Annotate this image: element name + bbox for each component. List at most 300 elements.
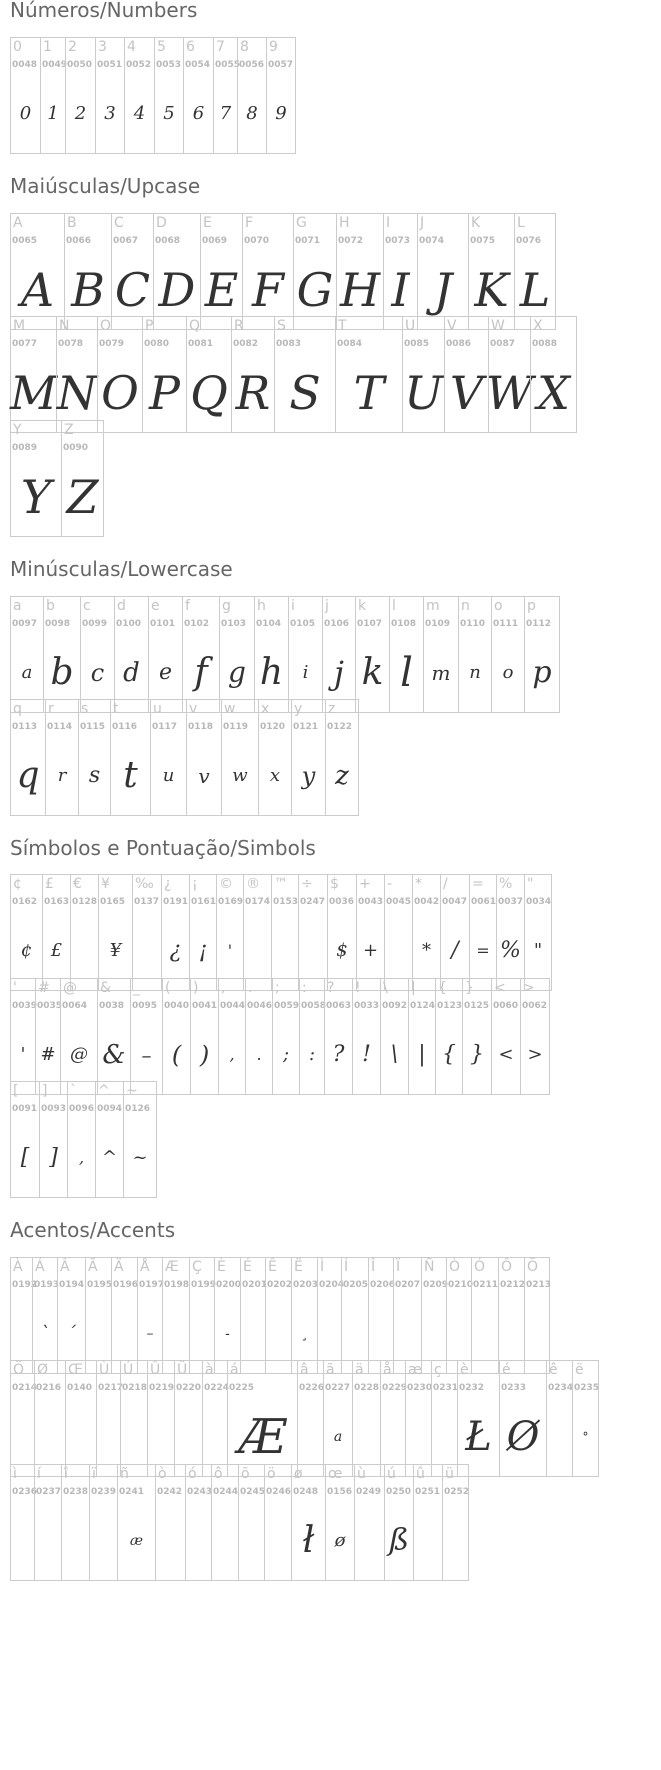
glyph-cell-0067 bbox=[111, 213, 154, 330]
glyph-sample: n bbox=[469, 662, 481, 683]
glyph-cell-0246 bbox=[264, 1464, 292, 1581]
glyph-row bbox=[10, 874, 551, 991]
glyph-cell-0047 bbox=[440, 874, 470, 991]
character-code: 0200 bbox=[216, 1280, 242, 1290]
glyph-cell-0055 bbox=[213, 37, 241, 154]
character-code: 0044 bbox=[220, 1001, 246, 1011]
glyph-cell-0050 bbox=[65, 37, 96, 154]
glyph-cell-0191 bbox=[161, 874, 190, 991]
glyph-cell-0169 bbox=[216, 874, 244, 991]
glyph-cell-0238 bbox=[61, 1464, 90, 1581]
character-label: ç bbox=[434, 1362, 442, 1378]
character-code: 0085 bbox=[404, 339, 430, 349]
character-label: Ó bbox=[474, 1259, 486, 1275]
character-code: 0123 bbox=[437, 1001, 463, 1011]
character-code: 0084 bbox=[337, 339, 363, 349]
character-label: L bbox=[517, 215, 525, 231]
character-code: 0035 bbox=[37, 1001, 63, 1011]
character-label: e bbox=[151, 598, 160, 614]
character-label: 2 bbox=[68, 39, 77, 55]
character-code: 0049 bbox=[42, 60, 68, 70]
character-code: 0098 bbox=[45, 619, 71, 629]
character-code: 0199 bbox=[191, 1280, 217, 1290]
character-code: 0097 bbox=[12, 619, 38, 629]
glyph-sample: " bbox=[533, 940, 543, 961]
character-code: 0122 bbox=[327, 722, 353, 732]
character-label: _ bbox=[133, 980, 140, 996]
glyph-cell-0037 bbox=[496, 874, 525, 991]
character-label: Æ bbox=[165, 1259, 179, 1275]
glyph-sample: 4 bbox=[133, 103, 146, 124]
character-label: £ bbox=[45, 876, 54, 892]
character-code: 0248 bbox=[293, 1487, 319, 1497]
glyph-cell-0042 bbox=[412, 874, 441, 991]
glyph-sample: L bbox=[519, 262, 551, 317]
character-code: 0229 bbox=[382, 1383, 408, 1393]
glyph-cell-0091 bbox=[10, 1081, 40, 1198]
character-label: k bbox=[358, 598, 367, 614]
character-label: ` bbox=[70, 1083, 77, 1099]
glyph-row bbox=[10, 37, 295, 154]
glyph-cell-0079 bbox=[97, 316, 143, 433]
glyph-cell-0228 bbox=[352, 1360, 381, 1477]
glyph-sample bbox=[443, 1503, 468, 1578]
glyph-cell-0036 bbox=[327, 874, 357, 991]
glyph-sample: ø bbox=[334, 1530, 346, 1551]
glyph-sample: X bbox=[537, 365, 570, 420]
glyph-cell-0113 bbox=[10, 699, 46, 816]
glyph-sample: > bbox=[527, 1044, 543, 1065]
character-code: 0115 bbox=[80, 722, 106, 732]
character-label: È bbox=[217, 1259, 226, 1275]
glyph-cell-0075 bbox=[468, 213, 515, 330]
glyph-sample: ^ bbox=[101, 1147, 118, 1168]
glyph-sample: $ bbox=[336, 940, 348, 961]
character-label: Ö bbox=[13, 1362, 25, 1378]
character-label: 9 bbox=[269, 39, 278, 55]
character-code: 0069 bbox=[202, 236, 228, 246]
character-label: ä bbox=[355, 1362, 364, 1378]
glyph-sample: 7 bbox=[219, 103, 232, 124]
character-label: O bbox=[100, 318, 112, 334]
character-label: T bbox=[338, 318, 347, 334]
glyph-cell-0039 bbox=[10, 978, 36, 1095]
glyph-sample: N bbox=[56, 365, 98, 420]
glyph-sample: 2 bbox=[74, 103, 87, 124]
glyph-cell-0043 bbox=[356, 874, 385, 991]
character-code: 0091 bbox=[12, 1104, 38, 1114]
glyph-sample: | bbox=[418, 1042, 426, 1067]
glyph-sample bbox=[381, 1399, 405, 1474]
glyph-cell-0071 bbox=[293, 213, 337, 330]
glyph-cell-0061 bbox=[469, 874, 497, 991]
glyph-cell-0065 bbox=[10, 213, 65, 330]
character-code: 0210 bbox=[448, 1280, 474, 1290]
glyph-cell-0115 bbox=[78, 699, 111, 816]
character-label: Â bbox=[60, 1259, 70, 1275]
glyph-cell-0095 bbox=[130, 978, 163, 1095]
character-label: . bbox=[248, 980, 253, 996]
character-label: û bbox=[416, 1466, 425, 1482]
character-label: õ bbox=[241, 1466, 250, 1482]
character-label: x bbox=[261, 701, 270, 717]
character-code: 0226 bbox=[299, 1383, 325, 1393]
character-code: 0218 bbox=[122, 1383, 148, 1393]
glyph-sample bbox=[186, 1503, 211, 1578]
glyph-cell-0196 bbox=[111, 1257, 138, 1374]
character-code: 0201 bbox=[242, 1280, 268, 1290]
glyph-sample bbox=[244, 913, 271, 988]
glyph-sample bbox=[71, 913, 98, 988]
glyph-sample: R bbox=[235, 365, 271, 420]
character-code: 0162 bbox=[12, 897, 38, 907]
glyph-sample: o bbox=[502, 662, 514, 683]
character-code: 0056 bbox=[239, 60, 265, 70]
glyph-cell-0153 bbox=[271, 874, 299, 991]
glyph-sample: h bbox=[259, 652, 284, 693]
character-label: ; bbox=[275, 980, 280, 996]
character-code: 0211 bbox=[473, 1280, 499, 1290]
glyph-sample: 0 bbox=[19, 103, 32, 124]
character-label: | bbox=[411, 980, 416, 996]
glyph-sample: d bbox=[123, 657, 140, 688]
character-label: ‰ bbox=[135, 876, 154, 892]
character-label: ÷ bbox=[301, 876, 313, 892]
character-label: 1 bbox=[43, 39, 52, 55]
glyph-cell-0114 bbox=[45, 699, 79, 816]
glyph-sample: ~ bbox=[132, 1147, 148, 1168]
glyph-cell-0088 bbox=[530, 316, 577, 433]
character-code: 0095 bbox=[132, 1001, 158, 1011]
glyph-cell-0220 bbox=[174, 1360, 203, 1477]
character-label: t bbox=[113, 701, 119, 717]
character-label: W bbox=[491, 318, 505, 334]
glyph-cell-0099 bbox=[80, 596, 115, 713]
glyph-cell-0033 bbox=[352, 978, 381, 1095]
glyph-cell-0057 bbox=[266, 37, 296, 154]
glyph-sample: O bbox=[101, 365, 139, 420]
glyph-cell-0210 bbox=[446, 1257, 472, 1374]
character-label: { bbox=[438, 980, 447, 996]
character-code: 0224 bbox=[204, 1383, 230, 1393]
character-code: 0247 bbox=[300, 897, 326, 907]
character-label: É bbox=[243, 1259, 252, 1275]
character-code: 0058 bbox=[301, 1001, 327, 1011]
glyph-cell-0105 bbox=[288, 596, 323, 713]
character-label: u bbox=[153, 701, 162, 717]
glyph-cell-0090 bbox=[61, 420, 104, 537]
glyph-cell-0072 bbox=[336, 213, 384, 330]
glyph-cell-0194 bbox=[57, 1257, 86, 1374]
glyph-sample: – bbox=[141, 1042, 152, 1067]
character-label: J bbox=[420, 215, 425, 231]
character-code: 0082 bbox=[233, 339, 259, 349]
character-label: Ú bbox=[123, 1362, 134, 1378]
glyph-sample: ) bbox=[199, 1040, 210, 1069]
glyph-cell-0094 bbox=[95, 1081, 124, 1198]
glyph-sample: ' bbox=[227, 941, 233, 960]
character-label: < bbox=[494, 980, 506, 996]
glyph-cell-0163 bbox=[42, 874, 71, 991]
character-label: å bbox=[383, 1362, 392, 1378]
glyph-sample: f bbox=[194, 652, 208, 693]
glyph-sample bbox=[11, 1399, 34, 1474]
glyph-cell-0193 bbox=[32, 1257, 58, 1374]
glyph-sample: J bbox=[433, 262, 453, 317]
glyph-cell-0100 bbox=[114, 596, 149, 713]
character-label: # bbox=[38, 980, 50, 996]
character-label: v bbox=[189, 701, 198, 717]
glyph-cell-0117 bbox=[150, 699, 187, 816]
character-label: ù bbox=[357, 1466, 366, 1482]
character-code: 0214 bbox=[12, 1383, 38, 1393]
glyph-cell-0058 bbox=[299, 978, 325, 1095]
character-label: a bbox=[13, 598, 22, 614]
character-code: 0225 bbox=[229, 1383, 255, 1393]
character-label: ã bbox=[326, 1362, 335, 1378]
character-label: è bbox=[460, 1362, 469, 1378]
glyph-sample: P bbox=[149, 365, 180, 420]
character-label: ? bbox=[327, 980, 335, 996]
character-label: r bbox=[48, 701, 54, 717]
character-label: Ô bbox=[501, 1259, 513, 1275]
character-label: ë bbox=[575, 1362, 584, 1378]
character-code: 0239 bbox=[91, 1487, 117, 1497]
glyph-cell-0241 bbox=[117, 1464, 156, 1581]
glyph-row bbox=[10, 1081, 156, 1198]
glyph-cell-0209 bbox=[421, 1257, 447, 1374]
glyph-sample: ¡ bbox=[198, 938, 208, 963]
character-label: V bbox=[447, 318, 457, 334]
glyph-cell-0224 bbox=[202, 1360, 228, 1477]
character-code: 0087 bbox=[490, 339, 516, 349]
glyph-cell-0048 bbox=[10, 37, 41, 154]
glyph-cell-0110 bbox=[458, 596, 492, 713]
character-code: 0191 bbox=[163, 897, 189, 907]
character-code: 0119 bbox=[223, 722, 249, 732]
character-code: 0090 bbox=[63, 443, 89, 453]
glyph-cell-0140 bbox=[65, 1360, 97, 1477]
character-code: 0193 bbox=[34, 1280, 60, 1290]
glyph-sample bbox=[353, 1399, 380, 1474]
character-label: 0 bbox=[13, 39, 22, 55]
glyph-row bbox=[10, 1464, 468, 1581]
character-label: © bbox=[219, 876, 233, 892]
character-code: 0108 bbox=[391, 619, 417, 629]
character-label: ø bbox=[294, 1466, 303, 1482]
glyph-cell-0239 bbox=[89, 1464, 118, 1581]
glyph-sample bbox=[121, 1399, 147, 1474]
glyph-sample: W bbox=[485, 365, 534, 420]
character-label: $ bbox=[330, 876, 339, 892]
glyph-cell-0060 bbox=[491, 978, 521, 1095]
character-code: 0227 bbox=[325, 1383, 351, 1393]
glyph-cell-0201 bbox=[240, 1257, 266, 1374]
glyph-cell-0207 bbox=[393, 1257, 422, 1374]
glyph-sample: A bbox=[20, 262, 55, 317]
character-label: g bbox=[222, 598, 231, 614]
glyph-sample: < bbox=[498, 1044, 514, 1065]
character-label: Ì bbox=[320, 1259, 325, 1275]
character-label: ¢ bbox=[13, 876, 22, 892]
character-label: 4 bbox=[127, 39, 136, 55]
glyph-cell-0078 bbox=[56, 316, 98, 433]
glyph-sample bbox=[212, 1503, 238, 1578]
character-code: 0045 bbox=[386, 897, 412, 907]
character-label: - bbox=[387, 876, 393, 892]
character-code: 0076 bbox=[516, 236, 542, 246]
character-label: Œ bbox=[68, 1362, 83, 1378]
character-code: 0075 bbox=[470, 236, 496, 246]
character-code: 0206 bbox=[370, 1280, 396, 1290]
character-label: l bbox=[392, 598, 396, 614]
character-code: 0061 bbox=[471, 897, 497, 907]
glyph-cell-0049 bbox=[40, 37, 66, 154]
glyph-cell-0101 bbox=[148, 596, 183, 713]
character-code: 0083 bbox=[276, 339, 302, 349]
glyph-sample: , bbox=[78, 1148, 85, 1167]
glyph-cell-0122 bbox=[325, 699, 359, 816]
glyph-cell-0087 bbox=[485, 316, 534, 433]
glyph-cell-0107 bbox=[355, 596, 390, 713]
character-label: Ø bbox=[37, 1362, 49, 1378]
glyph-sample: x bbox=[269, 765, 281, 786]
character-code: 0050 bbox=[67, 60, 93, 70]
glyph-sample bbox=[272, 913, 298, 988]
glyph-cell-0162 bbox=[10, 874, 43, 991]
character-label: M bbox=[13, 318, 26, 334]
glyph-cell-0230 bbox=[405, 1360, 432, 1477]
character-label: ~ bbox=[126, 1083, 138, 1099]
character-label: Y bbox=[13, 422, 22, 438]
glyph-cell-0089 bbox=[10, 420, 62, 537]
glyph-cell-0112 bbox=[524, 596, 560, 713]
glyph-sample: { bbox=[442, 1042, 456, 1067]
character-code: 0103 bbox=[221, 619, 247, 629]
character-label: \ bbox=[383, 980, 388, 996]
glyph-sample: = bbox=[476, 941, 490, 960]
character-label: ^ bbox=[98, 1083, 110, 1099]
glyph-sample: % bbox=[500, 938, 521, 963]
character-code: 0250 bbox=[386, 1487, 412, 1497]
character-label: n bbox=[461, 598, 470, 614]
glyph-cell-0123 bbox=[435, 978, 463, 1095]
character-label: ü bbox=[445, 1466, 454, 1482]
character-code: 0053 bbox=[156, 60, 182, 70]
glyph-cell-0225 bbox=[227, 1360, 298, 1477]
glyph-cell-0120 bbox=[258, 699, 292, 816]
glyph-sample: m bbox=[431, 660, 451, 685]
character-code: 0140 bbox=[67, 1383, 93, 1393]
glyph-sample: H bbox=[339, 262, 381, 317]
character-label: 6 bbox=[186, 39, 195, 55]
glyph-sample: Ł bbox=[465, 1413, 492, 1460]
character-label: * bbox=[415, 876, 422, 892]
character-code: 0197 bbox=[139, 1280, 165, 1290]
character-label: = bbox=[472, 876, 484, 892]
character-code: 0089 bbox=[12, 443, 38, 453]
glyph-sample: ł bbox=[302, 1520, 315, 1561]
glyph-cell-0250 bbox=[384, 1464, 414, 1581]
character-label: Á bbox=[35, 1259, 45, 1275]
character-code: 0196 bbox=[113, 1280, 139, 1290]
glyph-sample bbox=[62, 1503, 89, 1578]
character-label: é bbox=[502, 1362, 511, 1378]
character-label: G bbox=[296, 215, 307, 231]
character-code: 0228 bbox=[354, 1383, 380, 1393]
character-code: 0233 bbox=[501, 1383, 527, 1393]
character-code: 0077 bbox=[12, 339, 38, 349]
character-code: 0231 bbox=[433, 1383, 459, 1393]
glyph-cell-0068 bbox=[153, 213, 201, 330]
character-code: 0046 bbox=[247, 1001, 273, 1011]
glyph-row bbox=[10, 420, 103, 537]
glyph-cell-0247 bbox=[298, 874, 328, 991]
glyph-cell-0211 bbox=[471, 1257, 499, 1374]
character-label: C bbox=[114, 215, 124, 231]
character-code: 0036 bbox=[329, 897, 355, 907]
character-label: Å bbox=[140, 1259, 150, 1275]
character-code: 0163 bbox=[44, 897, 70, 907]
character-code: 0067 bbox=[113, 236, 139, 246]
character-label: , bbox=[221, 980, 226, 996]
section-title-acentos-accents: Acentos/Accents bbox=[10, 1218, 176, 1242]
character-code: 0249 bbox=[356, 1487, 382, 1497]
glyph-sample: * bbox=[422, 940, 431, 961]
glyph-cell-0116 bbox=[110, 699, 151, 816]
glyph-sample: Æ bbox=[238, 1408, 287, 1465]
character-code: 0054 bbox=[185, 60, 211, 70]
character-code: 0245 bbox=[240, 1487, 266, 1497]
glyph-sample: B bbox=[71, 262, 105, 317]
glyph-sample: 1 bbox=[47, 103, 59, 124]
glyph-sample: Y bbox=[20, 469, 52, 524]
character-label: Ò bbox=[449, 1259, 461, 1275]
character-label: z bbox=[328, 701, 336, 717]
character-code: 0212 bbox=[500, 1280, 526, 1290]
character-code: 0202 bbox=[267, 1280, 293, 1290]
character-code: 0216 bbox=[36, 1383, 62, 1393]
character-code: 0238 bbox=[63, 1487, 89, 1497]
glyph-cell-0080 bbox=[142, 316, 187, 433]
character-code: 0068 bbox=[155, 236, 181, 246]
character-label: ò bbox=[158, 1466, 167, 1482]
character-code: 0057 bbox=[268, 60, 294, 70]
glyph-cell-0248 bbox=[291, 1464, 326, 1581]
character-code: 0110 bbox=[460, 619, 486, 629]
glyph-cell-0161 bbox=[189, 874, 217, 991]
glyph-cell-0137 bbox=[132, 874, 162, 991]
character-label: s bbox=[81, 701, 89, 717]
glyph-sample: l bbox=[400, 649, 413, 696]
glyph-cell-0125 bbox=[462, 978, 492, 1095]
character-code: 0230 bbox=[407, 1383, 433, 1393]
glyph-cell-0216 bbox=[34, 1360, 66, 1477]
character-code: 0205 bbox=[343, 1280, 369, 1290]
glyph-sample: [ bbox=[20, 1145, 30, 1170]
glyph-cell-0121 bbox=[291, 699, 326, 816]
glyph-sample bbox=[547, 1399, 572, 1474]
character-label: ú bbox=[387, 1466, 396, 1482]
character-label: Q bbox=[189, 318, 201, 334]
glyph-cell-0084 bbox=[335, 316, 403, 433]
character-label: d bbox=[117, 598, 126, 614]
character-label: ó bbox=[188, 1466, 197, 1482]
glyph-cell-0243 bbox=[185, 1464, 212, 1581]
glyph-sample: a bbox=[333, 1428, 343, 1445]
character-label: 3 bbox=[98, 39, 107, 55]
character-code: 0207 bbox=[395, 1280, 421, 1290]
